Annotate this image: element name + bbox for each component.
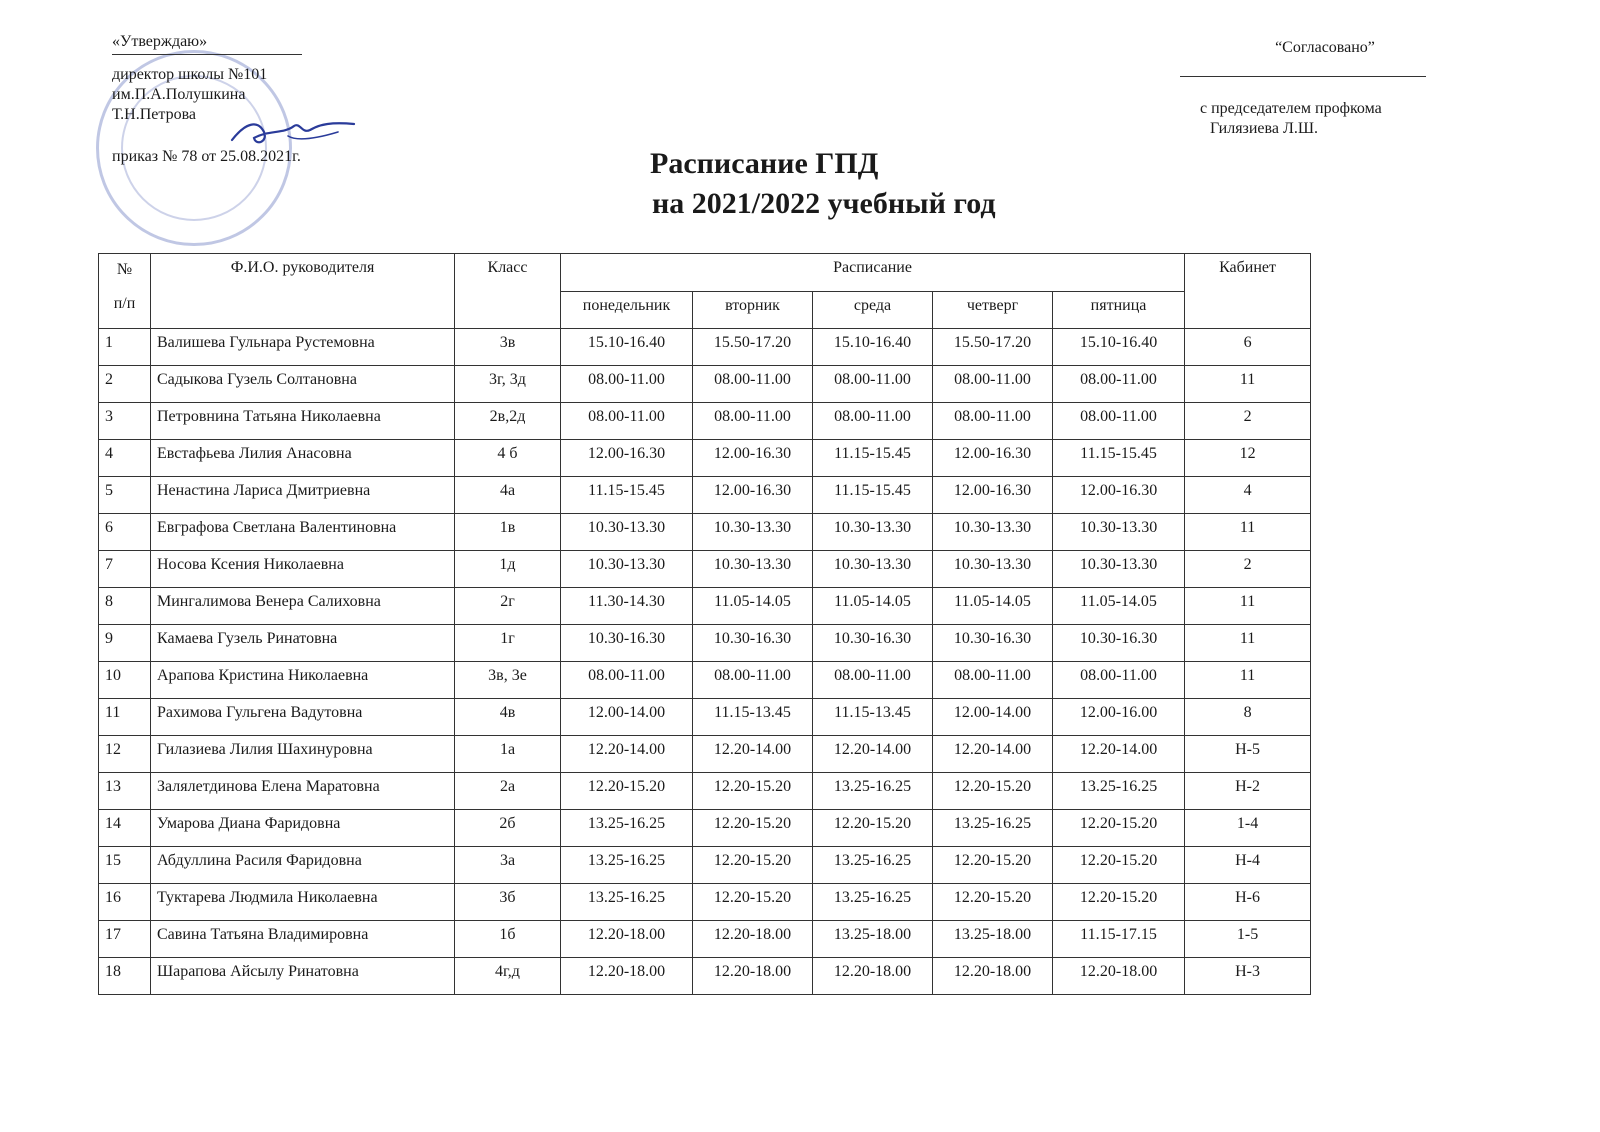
room-number: Н-2 — [1185, 773, 1311, 810]
time-thursday: 12.20-15.20 — [933, 847, 1053, 884]
time-monday: 10.30-13.30 — [561, 514, 693, 551]
teacher-name: Евстафьева Лилия Анасовна — [151, 440, 455, 477]
title-line1: Расписание ГПД — [650, 147, 879, 180]
time-friday: 11.15-17.15 — [1053, 921, 1185, 958]
table-row — [99, 662, 1311, 699]
header-day-wed: среда — [813, 292, 933, 329]
time-tuesday: 12.20-18.00 — [693, 958, 813, 995]
table-row — [99, 884, 1311, 921]
time-friday: 10.30-16.30 — [1053, 625, 1185, 662]
agreement-heading: “Согласовано” — [1275, 39, 1375, 56]
time-thursday: 10.30-13.30 — [933, 551, 1053, 588]
room-number: 1-5 — [1185, 921, 1311, 958]
time-wednesday: 11.15-15.45 — [813, 477, 933, 514]
time-thursday: 15.50-17.20 — [933, 329, 1053, 366]
time-friday: 08.00-11.00 — [1053, 662, 1185, 699]
time-wednesday: 08.00-11.00 — [813, 403, 933, 440]
header-number: № п/п — [99, 254, 151, 329]
time-wednesday: 12.20-14.00 — [813, 736, 933, 773]
table-row — [99, 810, 1311, 847]
row-number: 6 — [99, 514, 151, 551]
room-number: Н-5 — [1185, 736, 1311, 773]
time-monday: 13.25-16.25 — [561, 884, 693, 921]
time-thursday: 12.20-15.20 — [933, 773, 1053, 810]
table-row — [99, 440, 1311, 477]
table-row — [99, 403, 1311, 440]
time-friday: 08.00-11.00 — [1053, 366, 1185, 403]
time-monday: 08.00-11.00 — [561, 662, 693, 699]
time-tuesday: 12.20-18.00 — [693, 921, 813, 958]
time-thursday: 12.20-18.00 — [933, 958, 1053, 995]
class-name: 2г — [455, 588, 561, 625]
teacher-name: Савина Татьяна Владимировна — [151, 921, 455, 958]
agreement-line1: с председателем профкома — [1200, 100, 1382, 117]
time-friday: 12.20-18.00 — [1053, 958, 1185, 995]
table-row — [99, 625, 1311, 662]
time-tuesday: 11.05-14.05 — [693, 588, 813, 625]
table-row — [99, 736, 1311, 773]
agreement-signature-line — [1180, 76, 1426, 77]
row-number: 11 — [99, 699, 151, 736]
time-friday: 11.15-15.45 — [1053, 440, 1185, 477]
time-wednesday: 13.25-16.25 — [813, 773, 933, 810]
class-name: 1д — [455, 551, 561, 588]
table-row — [99, 699, 1311, 736]
class-name: 3а — [455, 847, 561, 884]
agreement-block — [1190, 38, 1440, 139]
schedule-table — [98, 253, 1311, 995]
time-wednesday: 13.25-16.25 — [813, 884, 933, 921]
time-friday: 12.20-14.00 — [1053, 736, 1185, 773]
table-row — [99, 329, 1311, 366]
teacher-name: Петровнина Татьяна Николаевна — [151, 403, 455, 440]
table-row — [99, 551, 1311, 588]
class-name: 3б — [455, 884, 561, 921]
row-number: 10 — [99, 662, 151, 699]
time-wednesday: 08.00-11.00 — [813, 662, 933, 699]
time-tuesday: 12.00-16.30 — [693, 440, 813, 477]
time-tuesday: 11.15-13.45 — [693, 699, 813, 736]
time-thursday: 13.25-16.25 — [933, 810, 1053, 847]
time-monday: 12.20-18.00 — [561, 958, 693, 995]
time-thursday: 08.00-11.00 — [933, 403, 1053, 440]
time-tuesday: 12.20-15.20 — [693, 884, 813, 921]
time-thursday: 08.00-11.00 — [933, 662, 1053, 699]
document-title — [600, 144, 1100, 224]
time-monday: 13.25-16.25 — [561, 810, 693, 847]
time-thursday: 10.30-13.30 — [933, 514, 1053, 551]
time-monday: 10.30-16.30 — [561, 625, 693, 662]
row-number: 5 — [99, 477, 151, 514]
row-number: 14 — [99, 810, 151, 847]
time-tuesday: 12.00-16.30 — [693, 477, 813, 514]
row-number: 4 — [99, 440, 151, 477]
table-row — [99, 514, 1311, 551]
time-monday: 12.00-14.00 — [561, 699, 693, 736]
room-number: 2 — [1185, 403, 1311, 440]
approval-school: им.П.А.Полушкина — [112, 86, 246, 103]
time-friday: 10.30-13.30 — [1053, 551, 1185, 588]
teacher-name: Абдуллина Расиля Фаридовна — [151, 847, 455, 884]
time-friday: 12.20-15.20 — [1053, 810, 1185, 847]
room-number: 1-4 — [1185, 810, 1311, 847]
room-number: 11 — [1185, 514, 1311, 551]
time-wednesday: 15.10-16.40 — [813, 329, 933, 366]
header-room: Кабинет — [1185, 254, 1311, 329]
time-friday: 15.10-16.40 — [1053, 329, 1185, 366]
row-number: 18 — [99, 958, 151, 995]
room-number: 2 — [1185, 551, 1311, 588]
class-name: 3в, 3е — [455, 662, 561, 699]
header-teacher: Ф.И.О. руководителя — [151, 254, 455, 329]
teacher-name: Залялетдинова Елена Маратовна — [151, 773, 455, 810]
time-wednesday: 11.15-13.45 — [813, 699, 933, 736]
time-wednesday: 13.25-16.25 — [813, 847, 933, 884]
time-monday: 15.10-16.40 — [561, 329, 693, 366]
time-tuesday: 12.20-15.20 — [693, 847, 813, 884]
header-class: Класс — [455, 254, 561, 329]
class-name: 1а — [455, 736, 561, 773]
room-number: 11 — [1185, 662, 1311, 699]
time-friday: 13.25-16.25 — [1053, 773, 1185, 810]
room-number: 4 — [1185, 477, 1311, 514]
approval-signature-line — [112, 54, 302, 55]
time-thursday: 12.20-14.00 — [933, 736, 1053, 773]
time-friday: 11.05-14.05 — [1053, 588, 1185, 625]
row-number: 12 — [99, 736, 151, 773]
time-thursday: 10.30-16.30 — [933, 625, 1053, 662]
time-friday: 08.00-11.00 — [1053, 403, 1185, 440]
teacher-name: Носова Ксения Николаевна — [151, 551, 455, 588]
class-name: 2в,2д — [455, 403, 561, 440]
time-friday: 12.00-16.30 — [1053, 477, 1185, 514]
time-friday: 12.20-15.20 — [1053, 884, 1185, 921]
schedule-body — [99, 329, 1311, 995]
header-schedule: Расписание — [561, 254, 1185, 292]
time-wednesday: 10.30-13.30 — [813, 514, 933, 551]
header-day-thu: четверг — [933, 292, 1053, 329]
class-name: 1г — [455, 625, 561, 662]
room-number: Н-3 — [1185, 958, 1311, 995]
time-thursday: 12.00-16.30 — [933, 477, 1053, 514]
time-tuesday: 10.30-13.30 — [693, 514, 813, 551]
teacher-name: Туктарева Людмила Николаевна — [151, 884, 455, 921]
room-number: 6 — [1185, 329, 1311, 366]
class-name: 3в — [455, 329, 561, 366]
table-row — [99, 477, 1311, 514]
teacher-name: Гилазиева Лилия Шахинуровна — [151, 736, 455, 773]
time-friday: 12.00-16.00 — [1053, 699, 1185, 736]
director-signature — [228, 112, 358, 152]
time-thursday: 13.25-18.00 — [933, 921, 1053, 958]
time-wednesday: 10.30-16.30 — [813, 625, 933, 662]
time-monday: 13.25-16.25 — [561, 847, 693, 884]
time-wednesday: 11.05-14.05 — [813, 588, 933, 625]
teacher-name: Садыкова Гузель Солтановна — [151, 366, 455, 403]
room-number: 12 — [1185, 440, 1311, 477]
time-tuesday: 10.30-16.30 — [693, 625, 813, 662]
table-row — [99, 366, 1311, 403]
class-name: 2б — [455, 810, 561, 847]
class-name: 2а — [455, 773, 561, 810]
table-row — [99, 588, 1311, 625]
time-tuesday: 12.20-15.20 — [693, 810, 813, 847]
time-tuesday: 12.20-14.00 — [693, 736, 813, 773]
row-number: 15 — [99, 847, 151, 884]
time-tuesday: 08.00-11.00 — [693, 662, 813, 699]
title-line2: на 2021/2022 учебный год — [652, 187, 996, 220]
class-name: 4г,д — [455, 958, 561, 995]
approval-position: директор школы №101 — [112, 66, 268, 83]
time-monday: 08.00-11.00 — [561, 403, 693, 440]
time-tuesday: 08.00-11.00 — [693, 403, 813, 440]
table-row — [99, 921, 1311, 958]
row-number: 9 — [99, 625, 151, 662]
time-wednesday: 11.15-15.45 — [813, 440, 933, 477]
approval-order: приказ № 78 от 25.08.2021г. — [112, 148, 301, 165]
time-tuesday: 08.00-11.00 — [693, 366, 813, 403]
time-monday: 12.20-14.00 — [561, 736, 693, 773]
teacher-name: Мингалимова Венера Салиховна — [151, 588, 455, 625]
time-monday: 12.20-18.00 — [561, 921, 693, 958]
time-wednesday: 10.30-13.30 — [813, 551, 933, 588]
room-number: 11 — [1185, 625, 1311, 662]
time-monday: 12.00-16.30 — [561, 440, 693, 477]
class-name: 4 б — [455, 440, 561, 477]
room-number: 8 — [1185, 699, 1311, 736]
header-day-mon: понедельник — [561, 292, 693, 329]
time-thursday: 12.00-14.00 — [933, 699, 1053, 736]
time-wednesday: 12.20-18.00 — [813, 958, 933, 995]
time-wednesday: 13.25-18.00 — [813, 921, 933, 958]
class-name: 3г, 3д — [455, 366, 561, 403]
time-friday: 10.30-13.30 — [1053, 514, 1185, 551]
row-number: 1 — [99, 329, 151, 366]
room-number: Н-6 — [1185, 884, 1311, 921]
approval-name: Т.Н.Петрова — [112, 106, 197, 123]
time-wednesday: 12.20-15.20 — [813, 810, 933, 847]
time-friday: 12.20-15.20 — [1053, 847, 1185, 884]
teacher-name: Рахимова Гульгена Вадутовна — [151, 699, 455, 736]
teacher-name: Евграфова Светлана Валентиновна — [151, 514, 455, 551]
time-thursday: 08.00-11.00 — [933, 366, 1053, 403]
table-row — [99, 958, 1311, 995]
time-monday: 11.15-15.45 — [561, 477, 693, 514]
time-thursday: 12.00-16.30 — [933, 440, 1053, 477]
time-tuesday: 15.50-17.20 — [693, 329, 813, 366]
time-monday: 08.00-11.00 — [561, 366, 693, 403]
row-number: 8 — [99, 588, 151, 625]
room-number: Н-4 — [1185, 847, 1311, 884]
header-day-fri: пятница — [1053, 292, 1185, 329]
row-number: 2 — [99, 366, 151, 403]
time-thursday: 12.20-15.20 — [933, 884, 1053, 921]
room-number: 11 — [1185, 366, 1311, 403]
teacher-name: Арапова Кристина Николаевна — [151, 662, 455, 699]
teacher-name: Шарапова Айсылу Ринатовна — [151, 958, 455, 995]
class-name: 4в — [455, 699, 561, 736]
time-monday: 12.20-15.20 — [561, 773, 693, 810]
time-monday: 10.30-13.30 — [561, 551, 693, 588]
class-name: 4а — [455, 477, 561, 514]
time-wednesday: 08.00-11.00 — [813, 366, 933, 403]
table-row — [99, 847, 1311, 884]
row-number: 16 — [99, 884, 151, 921]
row-number: 17 — [99, 921, 151, 958]
class-name: 1б — [455, 921, 561, 958]
time-monday: 11.30-14.30 — [561, 588, 693, 625]
table-row — [99, 773, 1311, 810]
class-name: 1в — [455, 514, 561, 551]
time-thursday: 11.05-14.05 — [933, 588, 1053, 625]
room-number: 11 — [1185, 588, 1311, 625]
row-number: 7 — [99, 551, 151, 588]
time-tuesday: 10.30-13.30 — [693, 551, 813, 588]
teacher-name: Ненастина Лариса Дмитриевна — [151, 477, 455, 514]
header-day-tue: вторник — [693, 292, 813, 329]
approval-heading: «Утверждаю» — [112, 33, 208, 50]
teacher-name: Валишева Гульнара Рустемовна — [151, 329, 455, 366]
row-number: 3 — [99, 403, 151, 440]
time-tuesday: 12.20-15.20 — [693, 773, 813, 810]
agreement-line2: Гилязиева Л.Ш. — [1210, 120, 1318, 137]
row-number: 13 — [99, 773, 151, 810]
teacher-name: Камаева Гузель Ринатовна — [151, 625, 455, 662]
teacher-name: Умарова Диана Фаридовна — [151, 810, 455, 847]
